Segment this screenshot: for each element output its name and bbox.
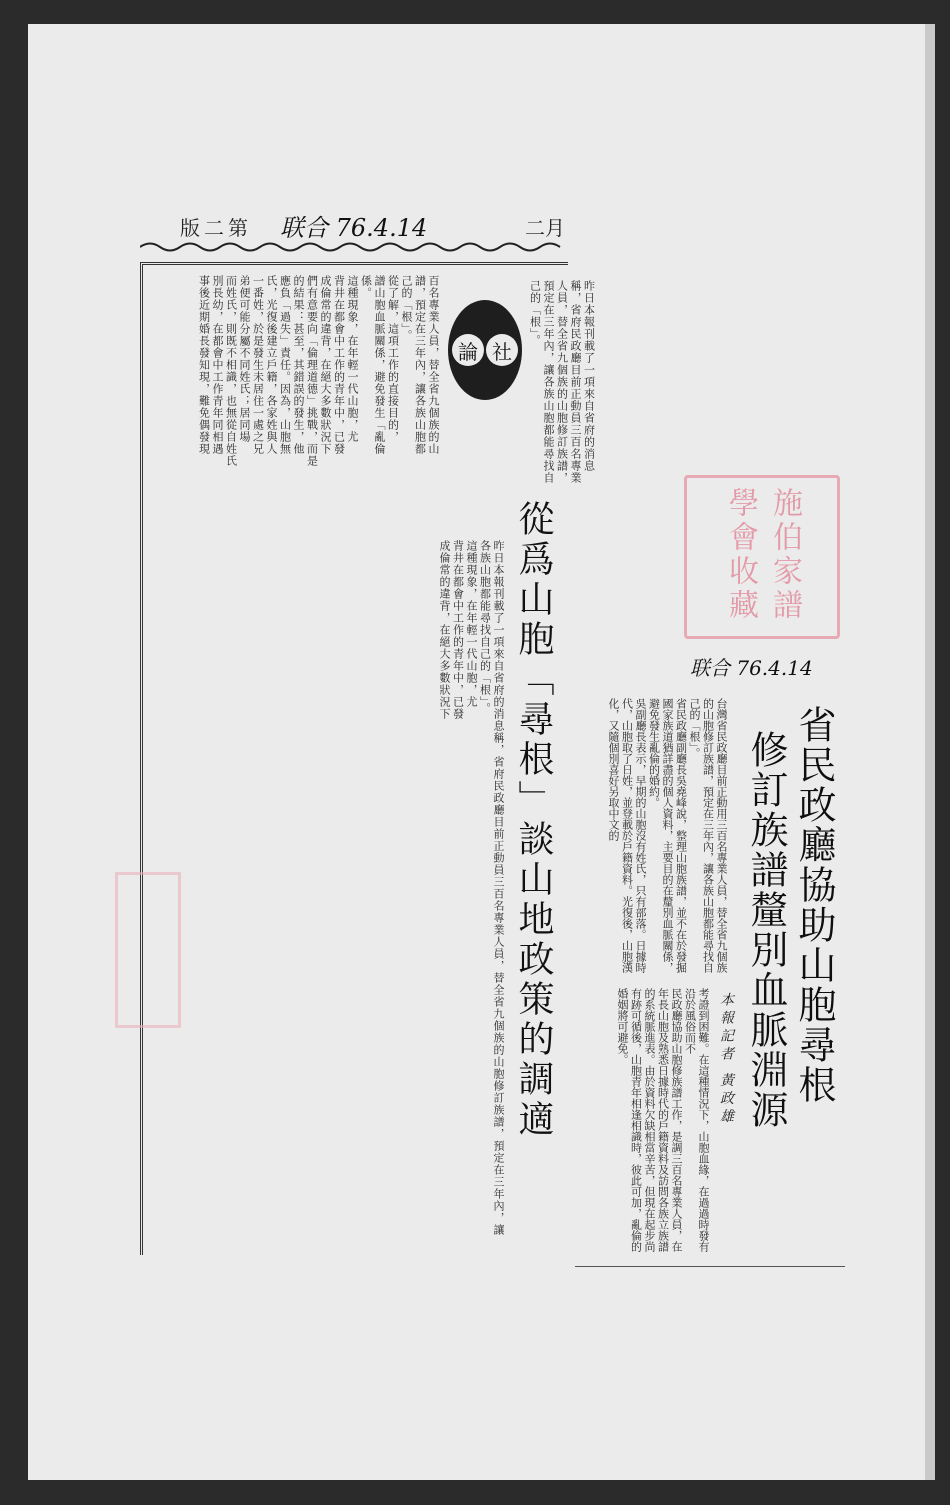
text-line: 而姓氏，則既不相識，也無從自姓氏 <box>224 275 238 467</box>
handwritten-date: 联合 76.4.14 <box>280 214 428 242</box>
logo-char: 論 <box>452 334 484 366</box>
article-paragraph: 省民政廳副廳長吳堯峰說，整理山胞族譜，並不在於發掘國家族道猶詳盡的個人資料，主要目的在釐別血脈關係，避免發生亂倫的婚約。 <box>647 698 688 973</box>
wavy-divider <box>140 240 565 254</box>
text-line: 己的「根」。 <box>400 275 413 342</box>
header-fragment: 二月 <box>525 216 565 240</box>
text-line: 從了解，這項工作的直接目的， <box>386 275 400 443</box>
text-line: 譜，預定在三年內，讓各族山胞都 <box>413 275 427 455</box>
seal-text: 施伯家譜學會收藏 <box>723 487 802 623</box>
text-line: 應負「過失」責任。因為，山胞無 <box>278 275 292 455</box>
text-line: 譜山胞血脈關係，避免發生「亂倫 <box>373 275 386 455</box>
text-line: 別長幼，在都會中工作青年同相遇 <box>211 275 224 455</box>
text-line: 這種現象，在年輕一代山胞，尤 <box>465 540 478 708</box>
article-paragraph: 民政廳協助山胞修族譜工作，是調三百名專業人員，在年長山胞及熟悉日據時代的戶籍資料及訪問各族立族譜的系統脈進表。由於資料欠缺相當辛苦，但現在起步尚有跡可循後，山胞青年相逢相識時，彼此可加，亂倫的婚姻將可避免。 <box>616 988 683 1252</box>
text-line: 一番姓，於是發生未居住一處之兄 <box>251 275 265 455</box>
article-headline-1: 省民政廳協助山胞尋根 <box>792 705 836 1105</box>
text-line: 氏，光復後建立戶籍，各家姓與人 <box>265 275 278 455</box>
text-line: 背井在都會中工作的青年中，已發 <box>451 540 465 720</box>
editorial-title: 從爲山胞「尋根」談山地政策的調適 <box>513 500 554 1140</box>
collection-seal <box>684 475 840 639</box>
text-line: 百名專業人員，替全省九個族的山 <box>427 275 440 455</box>
faded-seal <box>115 872 181 1028</box>
article-handwritten-date: 联合 76.4.14 <box>690 656 813 680</box>
article-body-top <box>578 698 728 978</box>
text-line: 昨日本報刊載了一項來自省府的消息稱，省府民政廳目前正動員三百名專業人員，替全省九個族的山胞修訂族譜，預定在三年內，讓各族山胞都能尋找自己的「根」。 <box>478 540 505 1236</box>
article-paragraph: 考證到困難。在這種情況下，山胞血緣，在過過時發有沿於風俗而不 <box>683 988 710 1252</box>
page-edge <box>925 24 935 1480</box>
text-line: 背井在都會中工作的青年中，已發 <box>332 275 346 455</box>
text-line: 事後近期婚長發知現，難免偶發現 <box>197 275 211 455</box>
text-line: 的結果：甚至，其錯誤的發生，他 <box>292 275 305 455</box>
text-line: 成倫常的違背，在絕大多數狀況下 <box>319 275 332 455</box>
article-body-bottom <box>578 988 710 1258</box>
text-line: 這種現象，在年輕一代山胞，尤 <box>346 275 359 443</box>
article-paragraph: 吳副廳長表示，早期的山胞沒有姓氏，只有部落。日據時代，山胞取了日姓，並登載於戶籍資料。光復後，山胞漢化，又隨個別喜好另取中文的 <box>607 698 647 973</box>
editorial-body-lower <box>150 540 505 1240</box>
byline: 本報記者 黃政雄 <box>718 992 734 1127</box>
text-line: 們有意要向「倫理道德」挑戰，而是 <box>305 275 319 467</box>
article-divider <box>575 1266 845 1267</box>
logo-char: 社 <box>486 334 518 366</box>
text-line: 係。 <box>359 275 373 299</box>
edition-label: 版二第 <box>180 216 252 240</box>
article-headline-2: 修訂族譜釐別血脈淵源 <box>744 730 788 1130</box>
editorial-intro: 昨日本報刊載了一項來自省府的消息稱，省府民政廳目前正動員三百名專業人員，替全省九個族的山胞修訂族譜，預定在三年內，讓各族山胞都能尋找自己的「根」。 <box>528 280 596 484</box>
text-line: 成倫常的違背，在絕大多數狀況下 <box>438 540 451 720</box>
text-line: 弟便可能分屬不同姓氏；居同場 <box>238 275 251 443</box>
article-paragraph: 台灣省民政廳目前正動用三百名專業人員，替全省九個族的山胞修訂族譜，預定在三年內，讓各族山胞都能尋找自己的「根」。 <box>688 698 728 973</box>
editorial-logo <box>448 300 522 400</box>
editorial-body-top <box>150 275 440 510</box>
